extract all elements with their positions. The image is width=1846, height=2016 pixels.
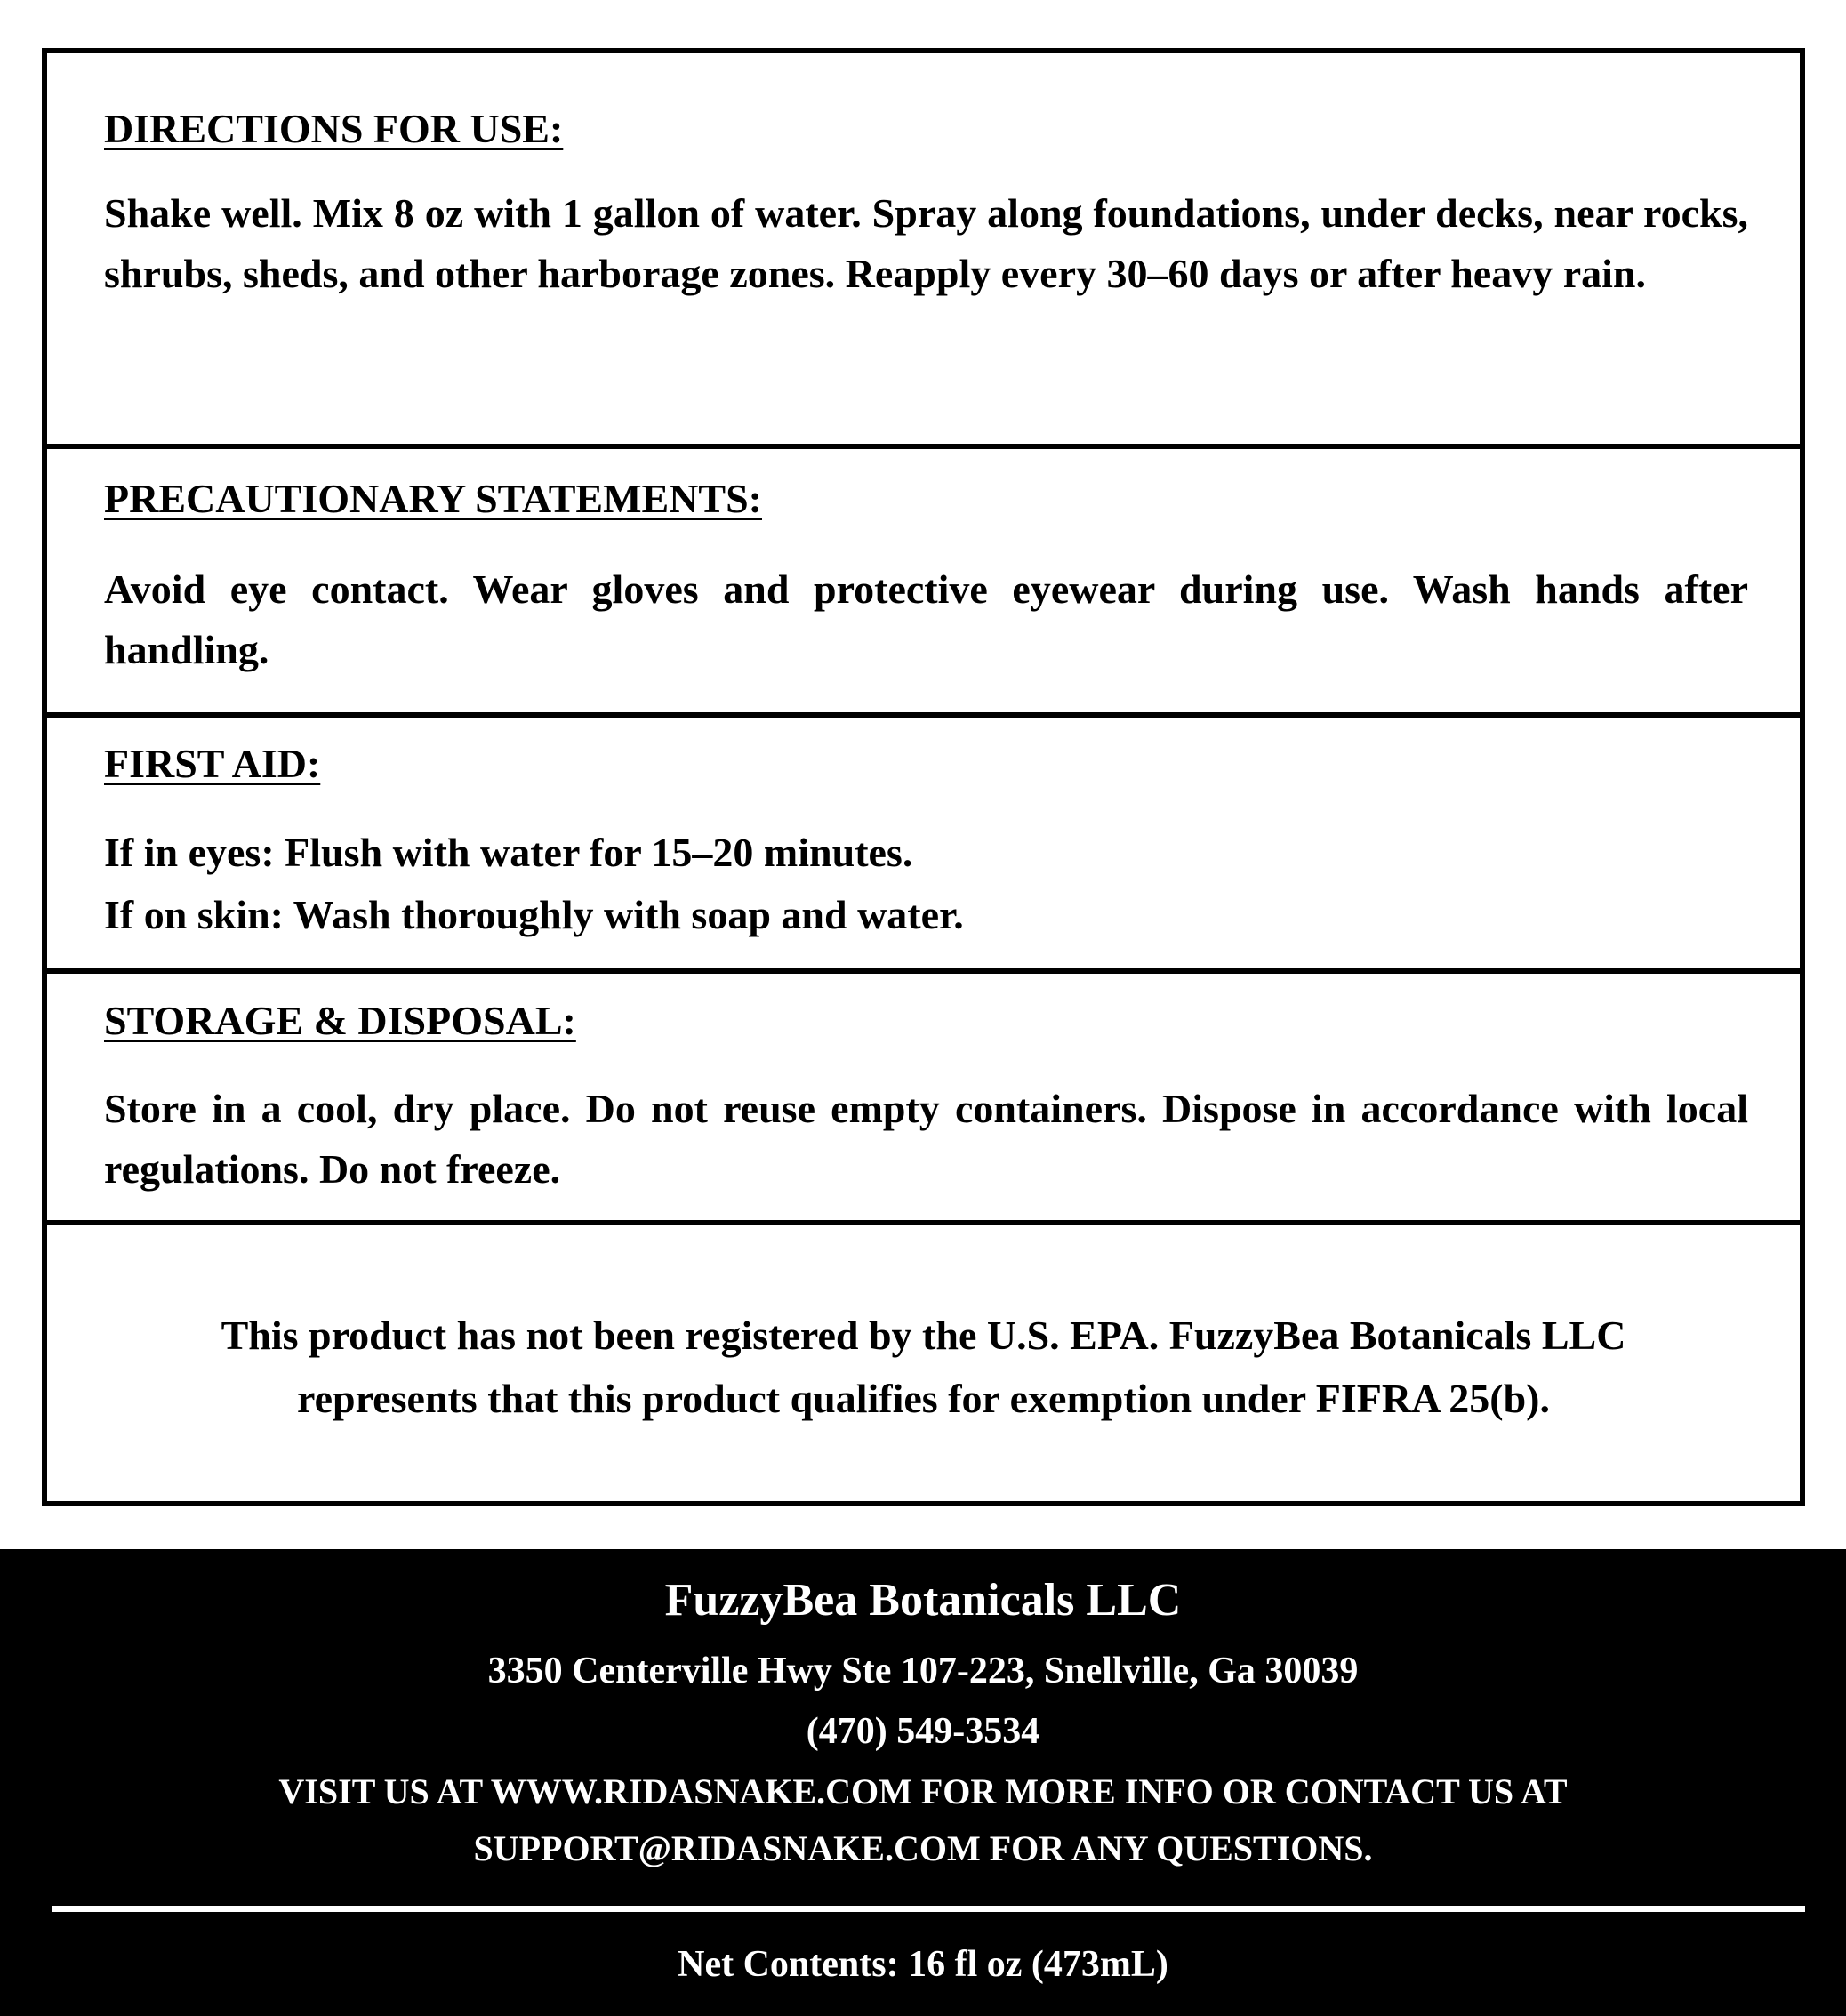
precautionary-section [47, 477, 1800, 680]
first-aid-skin: If on skin: Wash thoroughly with soap and water. [104, 892, 964, 937]
storage-section [47, 999, 1800, 1200]
net-contents: Net Contents: 16 fl oz (473mL) [678, 1944, 1168, 1985]
company-phone: (470) 549-3534 [806, 1711, 1040, 1752]
contact-line-1: VISIT US AT WWW.RIDASNAKE.COM FOR MORE INFO OR CONTACT US AT [278, 1771, 1568, 1811]
company-address: 3350 Centerville Hwy Ste 107-223, Snellville, Ga 30039 [487, 1651, 1359, 1691]
label-panel [42, 48, 1805, 1506]
section-divider [47, 968, 1800, 974]
directions-section [47, 107, 1800, 304]
epa-notice-line-1: This product has not been registered by the U.S. EPA. FuzzyBea Botanicals LLC [221, 1313, 1626, 1358]
company-name: FuzzyBea Botanicals LLC [664, 1575, 1182, 1626]
precautionary-text: Avoid eye contact. Wear gloves and protective eyewear during use. Wash hands after handling. [104, 566, 1748, 672]
section-divider [47, 1220, 1800, 1225]
first-aid-section [47, 742, 1800, 946]
footer-divider [52, 1906, 1805, 1912]
epa-notice-section [47, 1304, 1800, 1430]
precautionary-heading: PRECAUTIONARY STATEMENTS: [104, 476, 762, 521]
first-aid-heading: FIRST AID: [104, 741, 321, 786]
directions-text: Shake well. Mix 8 oz with 1 gallon of water. Spray along foundations, under decks, near rocks, shrubs, sheds, and other harborage zones. Reapply every 30–60 days or after heavy rain. [104, 190, 1748, 296]
directions-heading: DIRECTIONS FOR USE: [104, 106, 564, 151]
section-divider [47, 712, 1800, 718]
epa-notice-line-2: represents that this product qualifies for exemption under FIFRA 25(b). [296, 1376, 1551, 1421]
company-footer [0, 1549, 1846, 2016]
contact-line-2: SUPPORT@RIDASNAKE.COM FOR ANY QUESTIONS. [473, 1828, 1373, 1868]
section-divider [47, 444, 1800, 449]
first-aid-eyes: If in eyes: Flush with water for 15–20 minutes. [104, 830, 913, 875]
storage-heading: STORAGE & DISPOSAL: [104, 998, 576, 1043]
storage-text: Store in a cool, dry place. Do not reuse empty containers. Dispose in accordance with local regulations. Do not freeze. [104, 1086, 1748, 1192]
